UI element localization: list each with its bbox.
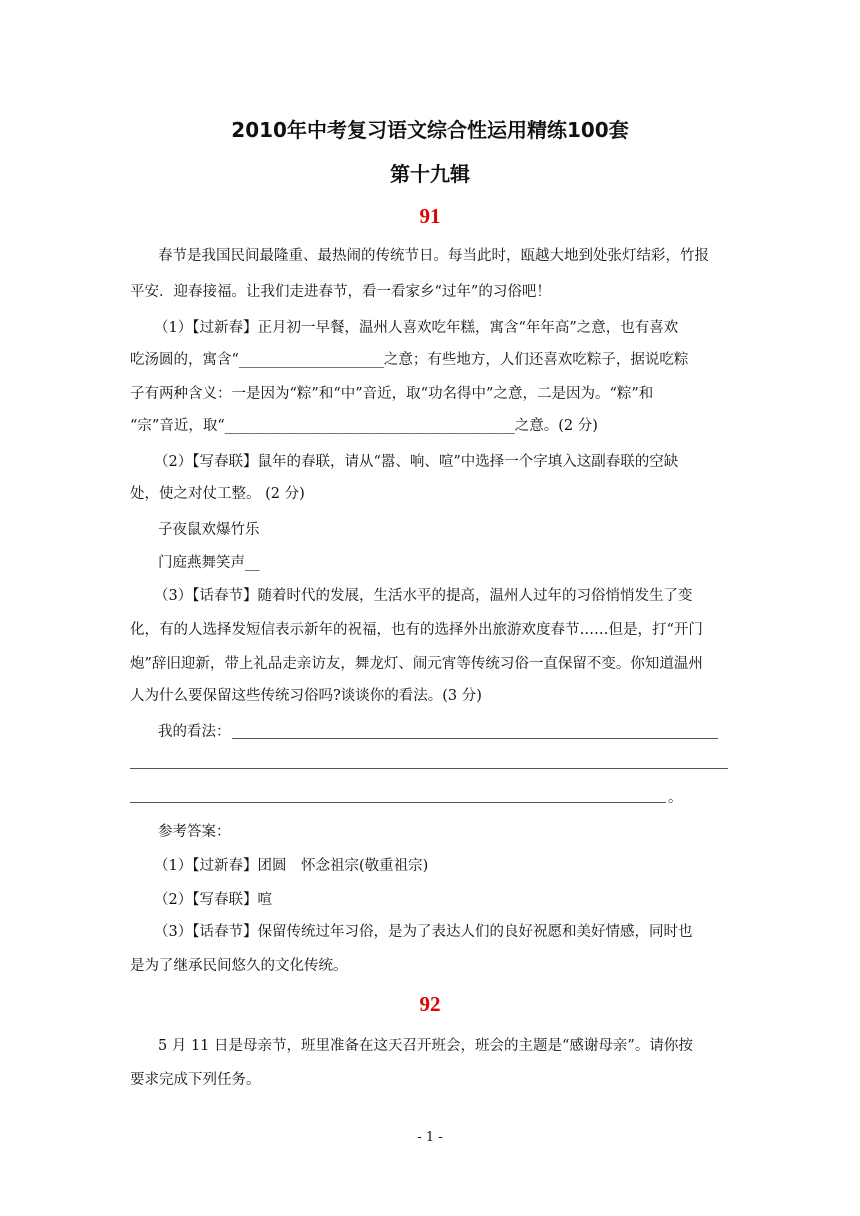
couplet-line-2: 门庭燕舞笑声__ [158, 555, 260, 571]
answer-3-line-1: （3）【话春节】保留传统过年习俗，是为了表达人们的良好祝愿和美好情感，同时也 [154, 924, 693, 940]
q91-part1-line-3: 子有两种含义：一是因为“粽”和“中”音近，取“功名得中”之意，二是因为。“粽”和 [130, 386, 654, 402]
document-title: 2010年中考复习语文综合性运用精练100套 [231, 118, 629, 142]
answer-1: （1）【过新春】团圆 怀念祖宗(敬重祖宗) [154, 858, 429, 874]
question-number-92: 92 [419, 992, 441, 1016]
q92-intro-line-2: 要求完成下列任务。 [130, 1072, 261, 1088]
q91-part3-line-4: 人为什么要保留这些传统习俗吗?谈谈你的看法。(3 分) [130, 688, 482, 704]
answer-label: 参考答案： [158, 824, 231, 840]
q91-part1-line-1: （1）【过新春】正月初一早餐，温州人喜欢吃年糕，寓含“年年高”之意，也有喜欢 [154, 320, 679, 336]
q91-part1-line-4: “宗”音近，取“________________________________________之意。(2 分) [130, 418, 598, 434]
my-view-label: 我的看法： [158, 724, 231, 740]
document-subtitle: 第十九辑 [390, 162, 470, 186]
q91-part3-line-2: 化，有的人选择发短信表示新年的祝福，也有的选择外出旅游欢度春节……但是，打“开门 [130, 622, 703, 638]
q91-part3-line-3: 炮”辞旧迎新，带上礼品走亲访友，舞龙灯、闹元宵等传统习俗一直保留不变。你知道温州 [130, 656, 703, 672]
q92-intro-line-1: 5 月 11 日是母亲节，班里准备在这天召开班会，班会的主题是“感谢母亲”。请你按 [158, 1038, 693, 1054]
q91-part3-line-1: （3）【话春节】随着时代的发展，生活水平的提高，温州人过年的习俗悄悄发生了变 [154, 588, 693, 604]
answer-3-line-2: 是为了继承民间悠久的文化传统。 [130, 958, 348, 974]
question-number-91: 91 [419, 204, 441, 228]
answer-line-3 [130, 802, 666, 803]
q91-intro-line-1: 春节是我国民间最隆重、最热闹的传统节日。每当此时，瓯越大地到处张灯结彩，竹报 [158, 248, 709, 264]
q91-intro-line-2: 平安．迎春接福。让我们走进春节，看一看家乡“过年”的习俗吧！ [130, 284, 551, 300]
answer-2: （2）【写春联】喧 [154, 892, 272, 908]
answer-line-1 [232, 738, 718, 739]
answer-line-2 [130, 768, 728, 769]
page-number: - 1 - [417, 1130, 443, 1145]
q91-part2-line-1: （2）【写春联】鼠年的春联，请从“嚣、响、喧”中选择一个字填入这副春联的空缺 [154, 454, 679, 470]
q91-part2-line-2: 处，使之对仗工整。 (2 分) [130, 486, 305, 502]
answer-end-mark: 。 [668, 790, 683, 806]
couplet-line-1: 子夜鼠欢爆竹乐 [158, 522, 260, 538]
q91-part1-line-2: 吃汤圆的，寓含“____________________之意；有些地方，人们还喜欢吃粽子，据说吃粽 [130, 352, 689, 368]
